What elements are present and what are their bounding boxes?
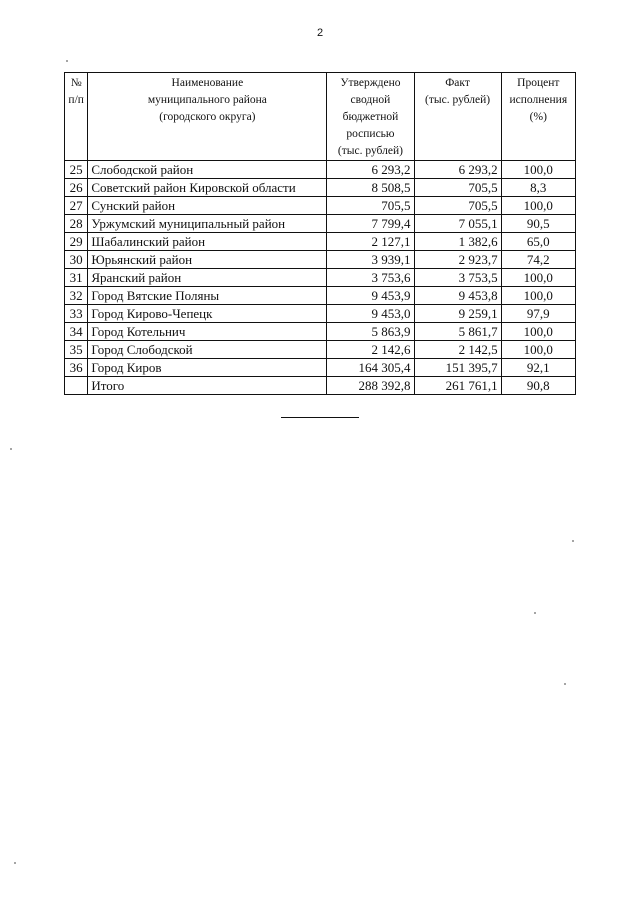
- cell-number: 33: [65, 305, 88, 323]
- cell-execution-percent: 97,9: [501, 305, 575, 323]
- cell-approved-budget: 2 142,6: [327, 341, 414, 359]
- cell-number: 34: [65, 323, 88, 341]
- cell-approved-budget: 6 293,2: [327, 161, 414, 179]
- cell-district-name: Город Киров: [88, 359, 327, 377]
- cell-district-name: Яранский район: [88, 269, 327, 287]
- header-number: № п/п: [65, 73, 88, 161]
- cell-actual: 7 055,1: [414, 215, 501, 233]
- scan-speck: [572, 540, 574, 542]
- cell-approved-budget: 9 453,9: [327, 287, 414, 305]
- cell-actual: 705,5: [414, 179, 501, 197]
- cell-actual: 3 753,5: [414, 269, 501, 287]
- header-actual: Факт (тыс. рублей): [414, 73, 501, 161]
- total-cell-actual: 261 761,1: [414, 377, 501, 395]
- cell-execution-percent: 90,5: [501, 215, 575, 233]
- scan-speck: [10, 448, 12, 450]
- cell-actual: 2 142,5: [414, 341, 501, 359]
- cell-execution-percent: 65,0: [501, 233, 575, 251]
- cell-district-name: Город Слободской: [88, 341, 327, 359]
- header-execution-percent: Процент исполнения (%): [501, 73, 575, 161]
- cell-actual: 6 293,2: [414, 161, 501, 179]
- table-row: [65, 323, 576, 341]
- cell-district-name: Сунский район: [88, 197, 327, 215]
- cell-actual: 9 259,1: [414, 305, 501, 323]
- cell-district-name: Город Вятские Поляны: [88, 287, 327, 305]
- table-row: [65, 197, 576, 215]
- cell-district-name: Уржумский муниципальный район: [88, 215, 327, 233]
- cell-actual: 705,5: [414, 197, 501, 215]
- table-row: [65, 359, 576, 377]
- table-row: [65, 161, 576, 179]
- cell-execution-percent: 100,0: [501, 197, 575, 215]
- cell-approved-budget: 705,5: [327, 197, 414, 215]
- table-row: [65, 287, 576, 305]
- cell-actual: 2 923,7: [414, 251, 501, 269]
- cell-actual: 9 453,8: [414, 287, 501, 305]
- cell-approved-budget: 3 939,1: [327, 251, 414, 269]
- cell-approved-budget: 164 305,4: [327, 359, 414, 377]
- cell-execution-percent: 74,2: [501, 251, 575, 269]
- cell-approved-budget: 7 799,4: [327, 215, 414, 233]
- cell-actual: 1 382,6: [414, 233, 501, 251]
- cell-number: 31: [65, 269, 88, 287]
- cell-district-name: Город Кирово-Чепецк: [88, 305, 327, 323]
- table-row: [65, 233, 576, 251]
- cell-number: 27: [65, 197, 88, 215]
- cell-execution-percent: 100,0: [501, 269, 575, 287]
- scan-speck: [534, 612, 536, 614]
- table-total-row: [65, 377, 576, 395]
- total-cell-approved-budget: 288 392,8: [327, 377, 414, 395]
- scan-speck: [66, 60, 68, 62]
- table-row: [65, 215, 576, 233]
- page-number: 2: [316, 27, 324, 39]
- cell-approved-budget: 5 863,9: [327, 323, 414, 341]
- cell-district-name: Город Котельнич: [88, 323, 327, 341]
- cell-district-name: Юрьянский район: [88, 251, 327, 269]
- cell-district-name: Шабалинский район: [88, 233, 327, 251]
- scan-speck: [564, 683, 566, 685]
- cell-actual: 151 395,7: [414, 359, 501, 377]
- cell-approved-budget: 2 127,1: [327, 233, 414, 251]
- cell-execution-percent: 8,3: [501, 179, 575, 197]
- header-approved-budget: Утверждено сводной бюджетной росписью (тыс. рублей): [327, 73, 414, 161]
- table-row: [65, 341, 576, 359]
- table-row: [65, 251, 576, 269]
- cell-number: 30: [65, 251, 88, 269]
- cell-number: 28: [65, 215, 88, 233]
- cell-number: 26: [65, 179, 88, 197]
- cell-number: 32: [65, 287, 88, 305]
- closing-rule: [281, 417, 359, 418]
- cell-number: 29: [65, 233, 88, 251]
- cell-number: 35: [65, 341, 88, 359]
- cell-number: 36: [65, 359, 88, 377]
- header-district-name: Наименование муниципального района (городского округа): [88, 73, 327, 161]
- cell-approved-budget: 9 453,0: [327, 305, 414, 323]
- total-cell-execution-percent: 90,8: [501, 377, 575, 395]
- budget-execution-table: [64, 72, 576, 395]
- cell-number: 25: [65, 161, 88, 179]
- cell-execution-percent: 100,0: [501, 287, 575, 305]
- cell-execution-percent: 100,0: [501, 161, 575, 179]
- table-header-row: [65, 73, 576, 161]
- cell-district-name: Слободской район: [88, 161, 327, 179]
- total-cell-district-name: Итого: [88, 377, 327, 395]
- table-row: [65, 179, 576, 197]
- cell-actual: 5 861,7: [414, 323, 501, 341]
- cell-approved-budget: 8 508,5: [327, 179, 414, 197]
- cell-execution-percent: 100,0: [501, 323, 575, 341]
- scan-speck: [14, 862, 16, 864]
- table-row: [65, 269, 576, 287]
- cell-execution-percent: 100,0: [501, 341, 575, 359]
- total-cell-number: [65, 377, 88, 395]
- table-row: [65, 305, 576, 323]
- cell-execution-percent: 92,1: [501, 359, 575, 377]
- cell-approved-budget: 3 753,6: [327, 269, 414, 287]
- cell-district-name: Советский район Кировской области: [88, 179, 327, 197]
